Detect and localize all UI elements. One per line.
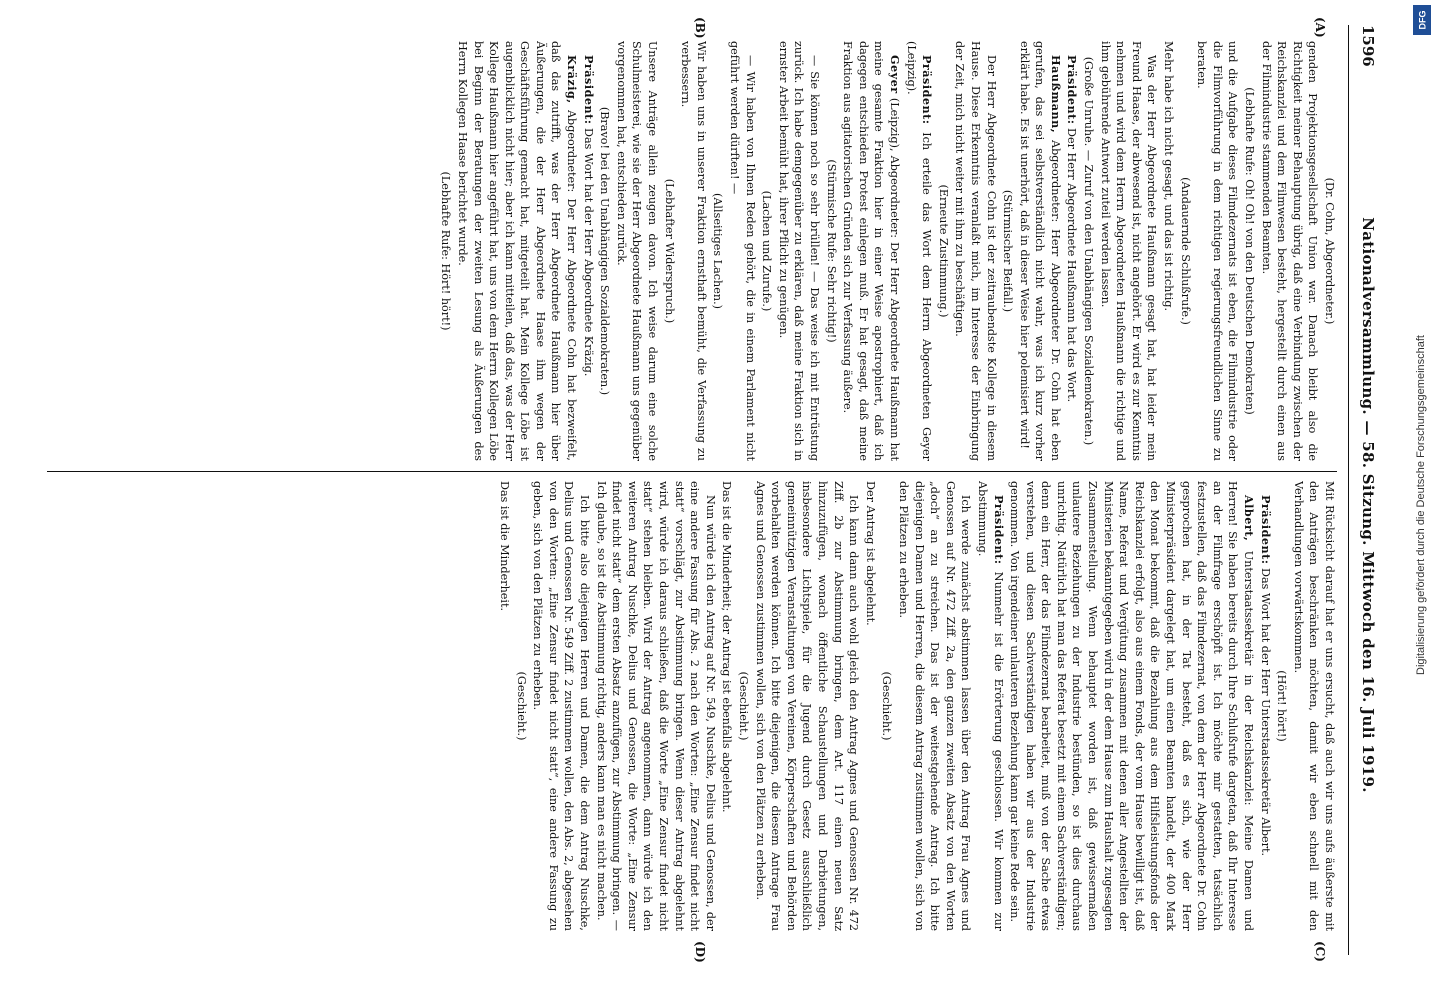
left-paragraph (710, 41, 726, 461)
left-paragraph (661, 41, 677, 461)
left-paragraph (1081, 41, 1097, 461)
left-paragraph (1016, 41, 1063, 461)
column-divider (47, 471, 1337, 472)
left-paragraph (597, 41, 613, 461)
paragraph-text: Unsere Anträge allein zeugen davon. Ich weise darum eine solche Schulmeisterei, wie sie der Herr Abgeordnete Haußmann uns gegenüber vorgenommen hat, entschieden zurück. (614, 41, 660, 461)
paragraph-text: Wir haben uns in unserer Fraktion ernsthaft bemüht, die Verfassung zu verbessern. (679, 41, 708, 461)
paragraph-text: Ich erteile das Wort dem Herrn Abgeordneten Geyer (Leipzig). (904, 41, 934, 461)
left-paragraph (1097, 41, 1159, 461)
paragraph-text: Das Wort hat der Herr Unterstaatssekretär Albert. (1258, 568, 1272, 857)
right-paragraph (497, 481, 513, 931)
paragraph-text: — Wir haben von Ihnen Reden gehört, die in einem Parlament nicht geführt werden dürften! — (728, 41, 757, 461)
left-paragraph (823, 41, 839, 461)
right-paragraph (735, 481, 751, 931)
credit-text: Digitalisierung gefördert durch die Deutsche Forschungsgemeinschaft (1415, 335, 1427, 675)
paragraph-text: und die Aufgabe dieses Filmdezernats ist eben, die Filmindustrie oder die Filmvorführung in dem richtigen regierungsfreundlichen Sinne zu beraten. (1195, 41, 1240, 461)
dfg-logo: DFG (1413, 5, 1431, 35)
left-paragraph (438, 41, 454, 461)
right-paragraph (895, 481, 973, 931)
left-paragraph (1258, 41, 1320, 461)
paragraph-text: Nun würde ich den Antrag auf Nr. 549, Nuschke, Delius und Genossen, der eine andere Fassung für Abs. 2 nach den Worten: „Eine Zensur findet nicht statt“ vorschlägt, zur Abstimmung bringen. Wenn dieser Antrag abgelehnt wird, würde ich daraus schließen, daß die Worte „Eine Zensur findet nicht statt“ stehen bleiben. Wird der Antrag angenommen, dann würde ich den weiteren Antrag Nuschke, Delius und Genossen, die Worte: „Eine Zensur findet nicht statt“ dem ersten Absatz anzufügen, zur Abstimmung bringen. — Ich glaube, so ist die Abstimmung richtig, anders kann man es nicht machen. (594, 481, 717, 931)
paragraph-text: (Dr. Cohn, Abgeordneter.) (1323, 177, 1336, 325)
left-paragraph (1241, 41, 1257, 461)
paragraph-text: (Stürmischer Beifall.) (1001, 189, 1015, 313)
right-paragraph (1007, 481, 1257, 931)
right-paragraph (593, 481, 718, 931)
margin-mark-c: (C) (1313, 941, 1327, 962)
paragraph-text: Mehr habe ich nicht gesagt, und das ist richtig. (1162, 41, 1176, 312)
left-paragraph (1160, 41, 1176, 461)
page-header (1348, 25, 1387, 955)
left-paragraph (1177, 41, 1193, 461)
paragraph-text: Unterstaatssekretär in der Reichskanzlei: Meine Damen und Herren! Sie haben bereits durch Ihre Schlußrufe dargetan, daß Ihr Interesse an der Filmfrage erschöpft ist. Ich möchte mir gestatten, tatsächlich festzustellen, daß das Filmdezernat, von dem der Herr Abgeordnete Dr. Cohn gesprochen hat, in der Tat besteht, daß es sich, wie der Herr Ministerpräsident dargelegt hat, um einen Beamten handelt, der 400 Mark den Monat bekommt, daß die Bezahlung aus dem Hilfsleistungsfonds der Reichskanzlei erfolgt, also aus einem Fonds, der vom Hause bewilligt ist, daß Name, Referat und Vergütung zusammen mit denen aller Angestellten der Ministerien bekanntgegeben wird in der dem Hause zum Haushalt zugesagten Zusammenstellung. Wenn behauptet worden ist, daß gewissermaßen unlautere Beziehungen zu der Industrie bestünden, so ist dies durchaus unrichtig. Natürlich hat man das Referat besetzt mit einem Sachverständigen; denn ein Herr, der das Filmdezernat bearbeitet, muß von der Sache etwas verstehen, und diesen Sachverständigen haben wir aus der Industrie genommen. Von irgendeiner unlauteren Beziehung kann gar keine Rede sein. (1008, 481, 1256, 931)
page (27, 5, 1407, 995)
paragraph-text: Das ist die Minderheit; der Antrag ist ebenfalls abgelehnt. (720, 481, 734, 813)
right-paragraph (1290, 481, 1337, 931)
page-number: 1596 (1359, 25, 1377, 67)
paragraph-text: Der Herr Abgeordnete Haußmann hat das Wort. (1065, 128, 1079, 403)
left-paragraph (775, 41, 822, 461)
paragraph-text: Ich bitte also diejenigen Herren und Damen, die dem Antrag Nuschke, Delius und Genossen Nr. 549 Ziff. 2 zustimmen wollen, den Abs. 2, abgesehen von den Worten: „Eine Zensur findet nicht statt“, eine andere Fassung zu geben, sich von den Plätzen zu erheben. (531, 481, 592, 931)
speaker-name: Präsident: (991, 495, 1006, 565)
left-column (37, 41, 1337, 461)
paragraph-text: Mit Rücksicht darauf hat er uns ersucht, daß auch wir uns aufs äußerste mit den Anträgen beschränken möchten, damit wir eben schnell mit den Verhandlungen vorwärtskommen. (1291, 481, 1336, 931)
page-title: Nationalversammlung. — 58. Sitzung. Mittwoch den 16. Juli 1919. (1359, 217, 1377, 793)
paragraph-text: (Lebhafter Widerspruch.) (662, 178, 676, 324)
left-paragraph (952, 41, 999, 461)
paragraph-text: Abgeordneter: Herr Abgeordneter Dr. Cohn hat eben gerufen, das sei selbstverständlich nicht wahr, was ich kurz vorher erklärt habe. Es ist unerhört, daß in dieser Weise hier polemisiert wird! (1017, 41, 1062, 461)
rotated-page (27, 5, 1407, 995)
paragraph-text: (Geschieht.) (880, 671, 894, 741)
left-paragraph (580, 41, 596, 461)
right-paragraph (974, 481, 1005, 931)
left-paragraph (935, 41, 951, 461)
left-paragraph (678, 41, 709, 461)
paragraph-text: Der Herr Abgeordnete Cohn ist der zeitraubendste Kollege in diesem Hause. Diese Erkenntnis veranlaßt mich, im Interesse der Einbringung der Zeit, mich nicht weiter mit ihm zu beschäftigen. (953, 41, 998, 461)
left-paragraph (759, 41, 775, 461)
margin-mark-d: (D) (693, 941, 707, 963)
left-paragraph (1064, 41, 1080, 461)
paragraph-text: (Leipzig), Abgeordneter: Der Herr Abgeordnete Haußmann hat meine gesamte Fraktion hier in einer Weise apostrophiert, daß ich dagegen entschieden Protest einlegen muß. Er hat gesagt, daß meine Fraktion aus agitatorischen Gründen sich zur Verfassung äußere. (841, 41, 901, 461)
speaker-name: Geyer (887, 55, 902, 94)
paragraph-text: (Geschieht.) (514, 671, 528, 741)
speaker-name: Präsident: (1065, 55, 1080, 125)
paragraph-text: (Allseitiges Lachen.) (711, 192, 725, 309)
right-paragraph (1274, 481, 1290, 931)
paragraph-text: Das Wort hat der Herr Abgeordnete Kräzig. (581, 128, 595, 377)
paragraph-text: (Geschieht.) (737, 671, 751, 741)
speaker-name: Haußmann, (1048, 55, 1063, 134)
right-paragraph (1257, 481, 1273, 931)
right-paragraph (752, 481, 861, 931)
speaker-name: Präsident: (1258, 495, 1273, 565)
right-paragraph (862, 481, 878, 931)
margin-mark-b: (B) (693, 17, 707, 39)
right-paragraph (530, 481, 592, 931)
paragraph-text: (Andauernde Schlußrufe.) (1178, 177, 1192, 325)
paragraph-text: (Hört! hört!) (1275, 670, 1289, 742)
left-paragraph (454, 41, 579, 461)
left-paragraph (726, 41, 757, 461)
right-paragraph (719, 481, 735, 931)
paragraph-text: (Große Unruhe. — Zuruf von den Unabhängigen Sozialdemokraten.) (1082, 56, 1096, 446)
paragraph-text: Ich kann dann auch wohl gleich den Antrag Agnes und Genossen Nr. 472 Ziff. 2b zur Abstimmung bringen, dem Art. 117 einen neuen Satz hinzuzufügen, wonach öffentliche Schaustellungen und Darbietungen, insbesondere Lichtspiele, für die Jugend durch Gesetz ausschließlich gemeinnützigen Veranstaltungen von Vereinen, Körperschaften und Behörden vorbehalten werden können. Ich bitte diejenigen, die diesem Antrage Frau Agnes und Genossen zustimmen wollen, sich von den Plätzen zu erheben. (753, 481, 861, 931)
paragraph-text: genden Projektionsgesellschaft Union war. Danach bleibt also die Richtigkeit meiner Behauptung übrig, daß eine Verbindung zwischen der Reichskanzlei und dem Filmwesen besteht, hergestellt durch einen aus der Filmindustrie stammenden Beamten. (1259, 41, 1320, 461)
left-paragraph (1321, 41, 1337, 461)
speaker-name: Albert, (1242, 495, 1257, 542)
left-paragraph (613, 41, 660, 461)
paragraph-text: Das ist die Minderheit. (498, 481, 512, 612)
digitization-credit (1412, 15, 1430, 995)
left-paragraph (1194, 41, 1241, 461)
left-paragraph (1000, 41, 1016, 461)
paragraph-text: Der Antrag ist abgelehnt. (863, 481, 877, 626)
speaker-name: Präsident: (581, 55, 596, 125)
paragraph-text: (Lachen und Zurufe.) (760, 190, 774, 312)
paragraph-text: (Stürmische Rufe: Sehr richtig!) (824, 159, 838, 343)
right-paragraph (513, 481, 529, 931)
right-paragraph (879, 481, 895, 931)
paragraph-text: (Bravo! bei den Unabhängigen Sozialdemokraten.) (598, 106, 612, 396)
paragraph-text: Was der Herr Abgeordnete Haußmann gesagt hat, hat leider mein Freund Haase, der abwesend ist, nicht angehört. Er wird es zur Kenntnis nehmen und wird dem Herrn Abgeordneten Haußmann die richtige und ihm gebührende Antwort zuteil werden lassen. (1098, 41, 1159, 461)
left-paragraph (840, 41, 902, 461)
speaker-name: Kräzig, (565, 55, 580, 104)
margin-mark-a: (A) (1313, 17, 1327, 38)
paragraph-text: — Sie können noch so sehr brüllen! — Das weise ich mit Entrüstung zurück. Ich habe demgegenüber zu erklären, daß meine Fraktion sich in ernster Arbeit bemüht hat, ihrer Pflicht zu genügen. (776, 41, 821, 461)
paragraph-text: Nunmehr ist die Erörterung geschlossen. Wir kommen zur Abstimmung. (975, 481, 1005, 931)
paragraph-text: (Lebhafte Rufe: Hört! hört!) (439, 171, 453, 331)
paragraph-text: Abgeordneter: Der Herr Abgeordnete Cohn hat bezweifelt, daß das zutrifft, was der Herr Abgeordnete Haußmann hier über Äußerungen, die der Herr Abgeordnete Haase ihm wegen der Geschäftsführung gemacht hat, mitgeteilt hat. Mein Kollege Löbe ist augenblicklich nicht hier; aber ich kann mitteilen, daß das, was der Herr Kollege Haußmann hier angeführt hat, uns von dem Herrn Kollegen Löbe bei Beginn der Beratungen der zweiten Lesung als Äußerungen des Herrn Kollegen Haase berichtet wurde. (455, 41, 579, 461)
paragraph-text: (Erneute Zustimmung.) (936, 184, 950, 318)
left-paragraph (903, 41, 934, 461)
paragraph-text: Ich werde zunächst abstimmen lassen über den Antrag Frau Agnes und Genossen auf Nr. 472 Ziff. 2a, den ganzen zweiten Absatz von den Worten „doch“ an zu streichen. Das ist der weitestgehende Antrag. Ich bitte diejenigen Damen und Herren, die diesem Antrag zustimmen wollen, sich von den Plätzen zu erheben. (896, 481, 973, 931)
right-column (37, 481, 1337, 931)
paragraph-text: (Lebhafte Rufe: Oh! Oh! von den Deutschen Demokraten) (1243, 87, 1257, 415)
speaker-name: Präsident: (920, 55, 935, 125)
